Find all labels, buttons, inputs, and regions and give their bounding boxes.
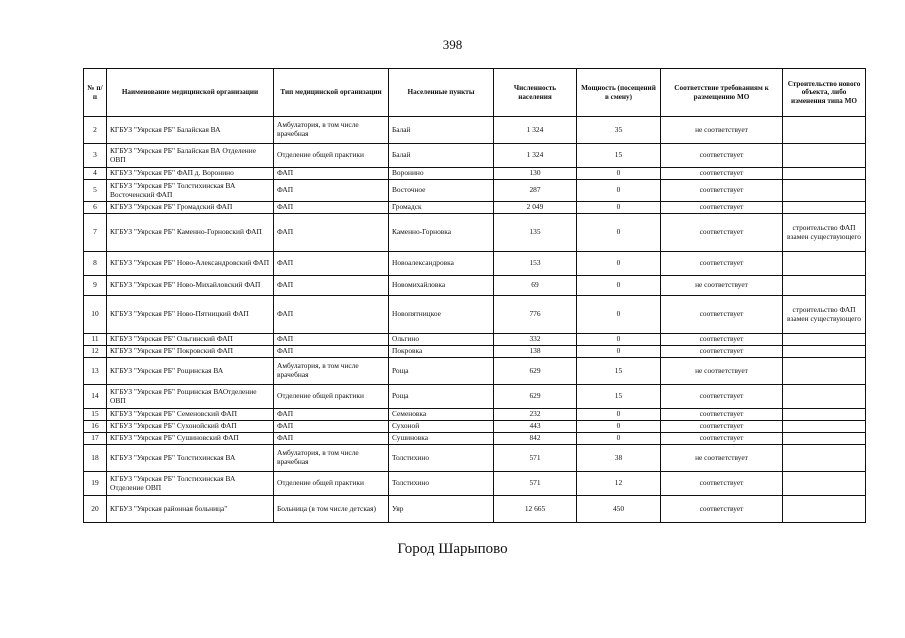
cell-compliance: соответствует (661, 472, 783, 496)
cell-capacity: 38 (577, 445, 661, 472)
header-construction: Строительство нового объекта, либо изменения типа МО (783, 69, 866, 117)
page-number: 398 (442, 37, 463, 52)
cell-number: 8 (84, 252, 107, 276)
cell-capacity: 0 (577, 433, 661, 445)
cell-compliance: соответствует (661, 334, 783, 346)
table-row (84, 296, 866, 334)
table-row (84, 385, 866, 409)
cell-locality: Восточное (389, 180, 494, 202)
cell-number: 19 (84, 472, 107, 496)
cell-compliance: соответствует (661, 385, 783, 409)
cell-locality: Роща (389, 358, 494, 385)
cell-number: 14 (84, 385, 107, 409)
cell-population: 69 (494, 276, 577, 296)
cell-type: ФАП (274, 346, 389, 358)
cell-capacity: 0 (577, 214, 661, 252)
cell-compliance: соответствует (661, 144, 783, 168)
cell-locality: Толстихино (389, 445, 494, 472)
header-population: Численность населения (494, 69, 577, 117)
cell-capacity: 0 (577, 276, 661, 296)
cell-locality: Новомихайловка (389, 276, 494, 296)
cell-number: 10 (84, 296, 107, 334)
cell-organization: КГБУЗ "Уярская РБ" Сухонойский ФАП (107, 421, 274, 433)
table-body (84, 117, 866, 523)
cell-locality: Балай (389, 117, 494, 144)
cell-construction (783, 496, 866, 523)
cell-number: 4 (84, 168, 107, 180)
cell-type: Амбулатория, в том числе врачебная (274, 358, 389, 385)
cell-organization: КГБУЗ "Уярская РБ" Балайская ВА Отделение ОВП (107, 144, 274, 168)
table-row (84, 409, 866, 421)
cell-compliance: соответствует (661, 346, 783, 358)
table-row (84, 180, 866, 202)
cell-capacity: 15 (577, 358, 661, 385)
cell-locality: Толстихино (389, 472, 494, 496)
cell-type: ФАП (274, 433, 389, 445)
cell-number: 11 (84, 334, 107, 346)
cell-number: 7 (84, 214, 107, 252)
cell-number: 17 (84, 433, 107, 445)
table-row (84, 358, 866, 385)
cell-compliance: соответствует (661, 496, 783, 523)
cell-organization: КГБУЗ "Уярская РБ" Громадский ФАП (107, 202, 274, 214)
cell-compliance: соответствует (661, 252, 783, 276)
medical-organizations-table (83, 68, 866, 523)
cell-capacity: 0 (577, 180, 661, 202)
cell-locality: Роща (389, 385, 494, 409)
cell-compliance: не соответствует (661, 276, 783, 296)
cell-compliance: соответствует (661, 421, 783, 433)
cell-organization: КГБУЗ "Уярская РБ" Балайская ВА (107, 117, 274, 144)
cell-population: 12 665 (494, 496, 577, 523)
cell-capacity: 12 (577, 472, 661, 496)
cell-population: 629 (494, 385, 577, 409)
cell-population: 2 049 (494, 202, 577, 214)
table-row (84, 433, 866, 445)
cell-organization: КГБУЗ "Уярская РБ" Рощинская ВАОтделение ОВП (107, 385, 274, 409)
cell-compliance: не соответствует (661, 117, 783, 144)
cell-type: ФАП (274, 421, 389, 433)
cell-population: 1 324 (494, 144, 577, 168)
cell-construction (783, 252, 866, 276)
cell-organization: КГБУЗ "Уярская РБ" Толстихинская ВА Отделение ОВП (107, 472, 274, 496)
cell-construction (783, 472, 866, 496)
cell-construction (783, 421, 866, 433)
cell-number: 12 (84, 346, 107, 358)
cell-construction (783, 202, 866, 214)
table-row (84, 472, 866, 496)
cell-compliance: соответствует (661, 409, 783, 421)
table-row (84, 202, 866, 214)
cell-capacity: 0 (577, 296, 661, 334)
cell-compliance: соответствует (661, 168, 783, 180)
header-localities: Населенные пункты (389, 69, 494, 117)
cell-number: 6 (84, 202, 107, 214)
cell-number: 18 (84, 445, 107, 472)
cell-compliance: не соответствует (661, 358, 783, 385)
cell-type: ФАП (274, 168, 389, 180)
cell-type: ФАП (274, 214, 389, 252)
cell-compliance: соответствует (661, 433, 783, 445)
cell-construction: строительство ФАП взамен существующего (783, 214, 866, 252)
cell-population: 287 (494, 180, 577, 202)
cell-construction (783, 409, 866, 421)
header-organization: Наименование медицинской организации (107, 69, 274, 117)
header-capacity: Мощность (посещений в смену) (577, 69, 661, 117)
cell-population: 138 (494, 346, 577, 358)
cell-type: ФАП (274, 202, 389, 214)
cell-locality: Уяр (389, 496, 494, 523)
cell-organization: КГБУЗ "Уярская РБ" Толстихинская ВА Восточенский ФАП (107, 180, 274, 202)
table-row (84, 117, 866, 144)
cell-population: 571 (494, 472, 577, 496)
cell-locality: Каменно-Горновка (389, 214, 494, 252)
cell-organization: КГБУЗ "Уярская РБ" Ново-Александровский ФАП (107, 252, 274, 276)
cell-capacity: 15 (577, 385, 661, 409)
cell-construction (783, 144, 866, 168)
cell-construction (783, 358, 866, 385)
cell-type: Больница (в том числе детская) (274, 496, 389, 523)
cell-type: Отделение общей практики (274, 472, 389, 496)
header-number: № п/п (84, 69, 107, 117)
cell-capacity: 0 (577, 421, 661, 433)
cell-capacity: 0 (577, 252, 661, 276)
cell-population: 443 (494, 421, 577, 433)
cell-capacity: 0 (577, 168, 661, 180)
header-compliance: Соответствие требованиям к размещению МО (661, 69, 783, 117)
cell-organization: КГБУЗ "Уярская районная больница" (107, 496, 274, 523)
cell-number: 20 (84, 496, 107, 523)
cell-capacity: 450 (577, 496, 661, 523)
table-header-row (84, 69, 866, 117)
cell-locality: Сухоной (389, 421, 494, 433)
cell-population: 776 (494, 296, 577, 334)
cell-capacity: 0 (577, 409, 661, 421)
cell-construction (783, 433, 866, 445)
cell-organization: КГБУЗ "Уярская РБ" Ново-Михайловский ФАП (107, 276, 274, 296)
cell-population: 135 (494, 214, 577, 252)
cell-locality: Новоалександровка (389, 252, 494, 276)
cell-type: Отделение общей практики (274, 144, 389, 168)
cell-compliance: соответствует (661, 214, 783, 252)
cell-construction (783, 117, 866, 144)
cell-population: 332 (494, 334, 577, 346)
cell-capacity: 15 (577, 144, 661, 168)
cell-compliance: соответствует (661, 296, 783, 334)
cell-type: ФАП (274, 180, 389, 202)
cell-locality: Семеновка (389, 409, 494, 421)
cell-construction (783, 168, 866, 180)
cell-construction (783, 346, 866, 358)
cell-locality: Ольгино (389, 334, 494, 346)
cell-type: Амбулатория, в том числе врачебная (274, 445, 389, 472)
table-row (84, 252, 866, 276)
cell-compliance: не соответствует (661, 445, 783, 472)
table-row (84, 421, 866, 433)
cell-type: Отделение общей практики (274, 385, 389, 409)
cell-construction (783, 180, 866, 202)
cell-locality: Сушиновка (389, 433, 494, 445)
cell-locality: Балай (389, 144, 494, 168)
table-row (84, 445, 866, 472)
table-row (84, 346, 866, 358)
table-row (84, 168, 866, 180)
table-row (84, 496, 866, 523)
cell-construction (783, 276, 866, 296)
cell-organization: КГБУЗ "Уярская РБ" ФАП д. Воронино (107, 168, 274, 180)
cell-number: 15 (84, 409, 107, 421)
table-row (84, 144, 866, 168)
cell-construction: строительство ФАП взамен существующего (783, 296, 866, 334)
header-type: Тип медицинской организации (274, 69, 389, 117)
table-row (84, 334, 866, 346)
cell-construction (783, 445, 866, 472)
cell-type: ФАП (274, 252, 389, 276)
cell-locality: Громадск (389, 202, 494, 214)
cell-type: ФАП (274, 296, 389, 334)
cell-organization: КГБУЗ "Уярская РБ" Ольгинский ФАП (107, 334, 274, 346)
cell-capacity: 0 (577, 202, 661, 214)
cell-number: 2 (84, 117, 107, 144)
cell-locality: Воронино (389, 168, 494, 180)
cell-number: 13 (84, 358, 107, 385)
cell-capacity: 35 (577, 117, 661, 144)
cell-number: 16 (84, 421, 107, 433)
cell-population: 571 (494, 445, 577, 472)
cell-type: ФАП (274, 334, 389, 346)
cell-number: 3 (84, 144, 107, 168)
cell-organization: КГБУЗ "Уярская РБ" Рощинская ВА (107, 358, 274, 385)
cell-population: 629 (494, 358, 577, 385)
cell-locality: Новопятницкое (389, 296, 494, 334)
cell-organization: КГБУЗ "Уярская РБ" Ново-Пятницкий ФАП (107, 296, 274, 334)
cell-construction (783, 385, 866, 409)
cell-organization: КГБУЗ "Уярская РБ" Сушиновский ФАП (107, 433, 274, 445)
table-row (84, 214, 866, 252)
cell-construction (783, 334, 866, 346)
cell-population: 842 (494, 433, 577, 445)
cell-population: 130 (494, 168, 577, 180)
cell-locality: Покровка (389, 346, 494, 358)
table-row (84, 276, 866, 296)
cell-capacity: 0 (577, 334, 661, 346)
cell-type: Амбулатория, в том числе врачебная (274, 117, 389, 144)
cell-number: 9 (84, 276, 107, 296)
cell-population: 1 324 (494, 117, 577, 144)
cell-type: ФАП (274, 409, 389, 421)
cell-capacity: 0 (577, 346, 661, 358)
cell-organization: КГБУЗ "Уярская РБ" Семеновский ФАП (107, 409, 274, 421)
cell-number: 5 (84, 180, 107, 202)
cell-population: 232 (494, 409, 577, 421)
cell-compliance: соответствует (661, 180, 783, 202)
cell-population: 153 (494, 252, 577, 276)
cell-organization: КГБУЗ "Уярская РБ" Покровский ФАП (107, 346, 274, 358)
city-heading: Город Шарыпово (397, 541, 508, 557)
cell-organization: КГБУЗ "Уярская РБ" Каменно-Горновский ФАП (107, 214, 274, 252)
cell-type: ФАП (274, 276, 389, 296)
cell-compliance: соответствует (661, 202, 783, 214)
cell-organization: КГБУЗ "Уярская РБ" Толстихинская ВА (107, 445, 274, 472)
